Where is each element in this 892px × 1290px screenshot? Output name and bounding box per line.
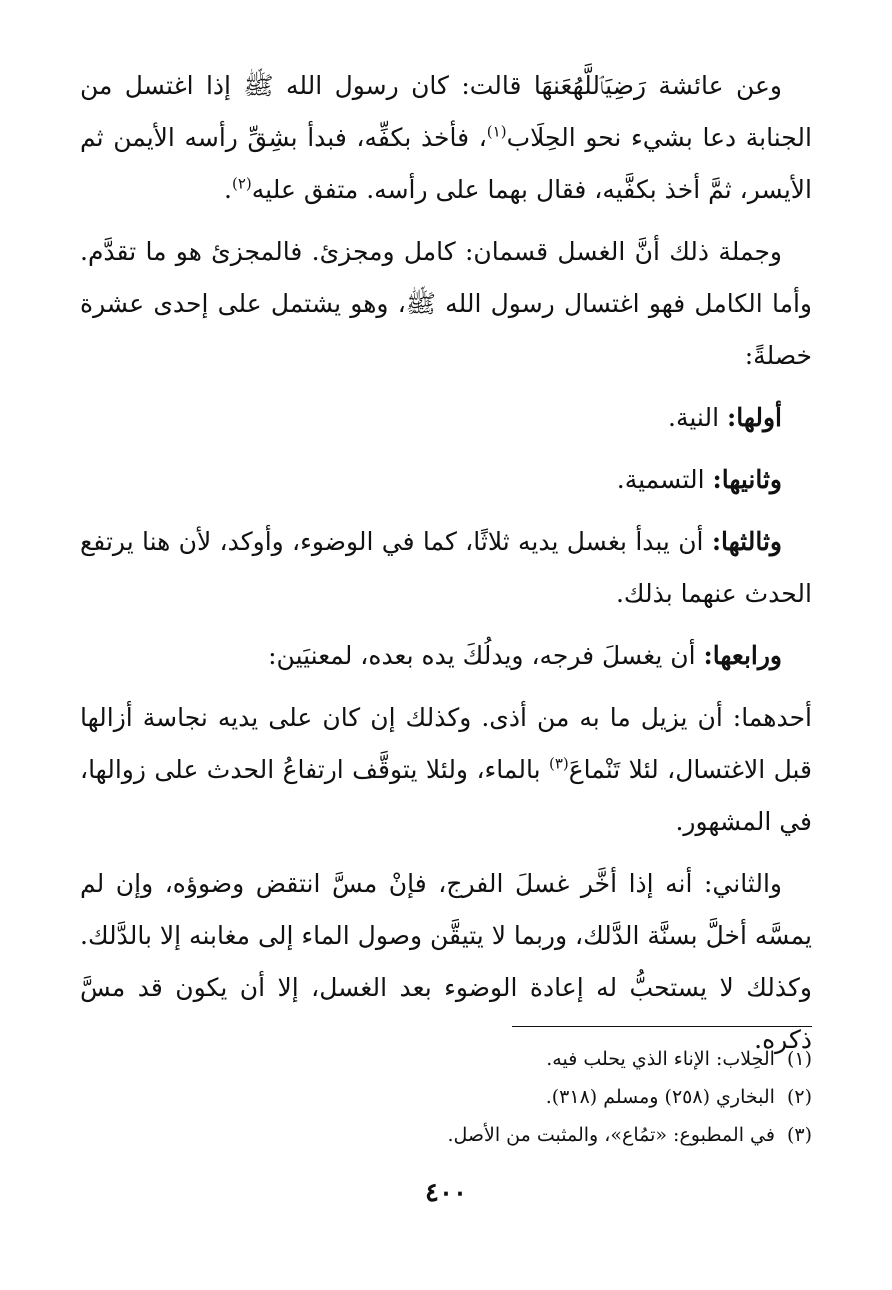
page-number: ٤٠٠: [425, 1178, 467, 1208]
paragraph-fourth: [80, 630, 812, 682]
paragraph-text: وعن عائشة رَضِيَٱللَّهُعَنهَا قالت: كان رسول الله ﷺ إذا اغتسل من الجنابة دعا بشيء نحو الحِلَاب: [80, 71, 812, 152]
book-page: [80, 60, 812, 1250]
footnote-number: (١): [786, 1048, 812, 1070]
footnote-text: في المطبوع: «تمُاع»، والمثبت من الأصل.: [447, 1124, 775, 1146]
paragraph-text: ، فأخذ بكفِّه، فبدأ بشِقِّ رأسه الأيمن ثم الأيسر، ثمَّ أخذ بكفَّيه، فقال بهما على رأسه. متفق عليه: [80, 123, 812, 204]
paragraph-text: أحدهما: أن يزيل ما به من أذى. وكذلك إن كان على يديه نجاسة أزالها قبل الاغتسال، لئلا تَنْماعَ: [80, 703, 813, 784]
paragraph-text: أن يغسلَ فرجه، ويدلُكَ يده بعده، لمعنيَين:: [268, 641, 704, 670]
footnote-1: [80, 1040, 812, 1078]
paragraph-reason-one: [80, 692, 812, 848]
paragraph-second: [80, 454, 812, 506]
paragraph-text: .: [224, 175, 232, 204]
paragraph-text: النية.: [668, 403, 727, 432]
footnote-marker-3: (٣): [548, 754, 569, 773]
item-lead-third: وثالثها:: [711, 527, 782, 556]
footnote-2: [80, 1078, 812, 1116]
paragraph-text: بالماء، ولئلا يتوقَّف ارتفاعُ الحدث على زوالها، في المشهور.: [80, 755, 812, 836]
footnote-text: الحِلاب: الإناء الذي يحلب فيه.: [546, 1048, 775, 1070]
paragraph-ghusl-types: [80, 226, 812, 382]
item-lead-second: وثانيها:: [712, 465, 782, 494]
paragraph-reason-two: [80, 858, 812, 1066]
footnote-marker-2: (٢): [231, 174, 252, 193]
paragraph-text: والثاني: أنه إذا أخَّر غسلَ الفرج، فإنْ مسَّ انتقض وضوؤه، وإن لم يمسَّه أخلَّ بسنَّة الدَّلك، وربما لا يتيقَّن وصول الماء إلى مغابنه إلا بالدَّلك. وكذلك لا يستحبُّ له إعادة الوضوء بعد الغسل، إلا أن يكون قد مسَّ ذكره.: [80, 869, 812, 1054]
footnote-separator: [512, 1026, 812, 1027]
footnote-number: (٢): [786, 1086, 812, 1108]
paragraph-text: التسمية.: [616, 465, 713, 494]
footnote-text: البخاري (٢٥٨) ومسلم (٣١٨).: [545, 1086, 775, 1108]
paragraph-text: وجملة ذلك أنَّ الغسل قسمان: كامل ومجزئ. فالمجزئ هو ما تقدَّم. وأما الكامل فهو اغتسال رسول الله ﷺ، وهو يشتمل على إحدى عشرة خصلةً:: [80, 237, 812, 370]
footnote-marker-1: (١): [486, 122, 507, 141]
paragraph-text: أن يبدأ بغسل يديه ثلاثًا، كما في الوضوء، وأوكد، لأن هنا يرتفع الحدث عنهما بذلك.: [80, 527, 812, 608]
paragraph-third: [80, 516, 812, 620]
paragraph-aisha-hadith: [80, 60, 812, 216]
item-lead-fourth: ورابعها:: [703, 641, 782, 670]
item-lead-first: أولها:: [726, 403, 782, 432]
paragraph-first: [80, 392, 812, 444]
footnote-number: (٣): [786, 1124, 812, 1146]
footnote-3: [80, 1116, 812, 1154]
footnotes: [80, 1040, 812, 1154]
